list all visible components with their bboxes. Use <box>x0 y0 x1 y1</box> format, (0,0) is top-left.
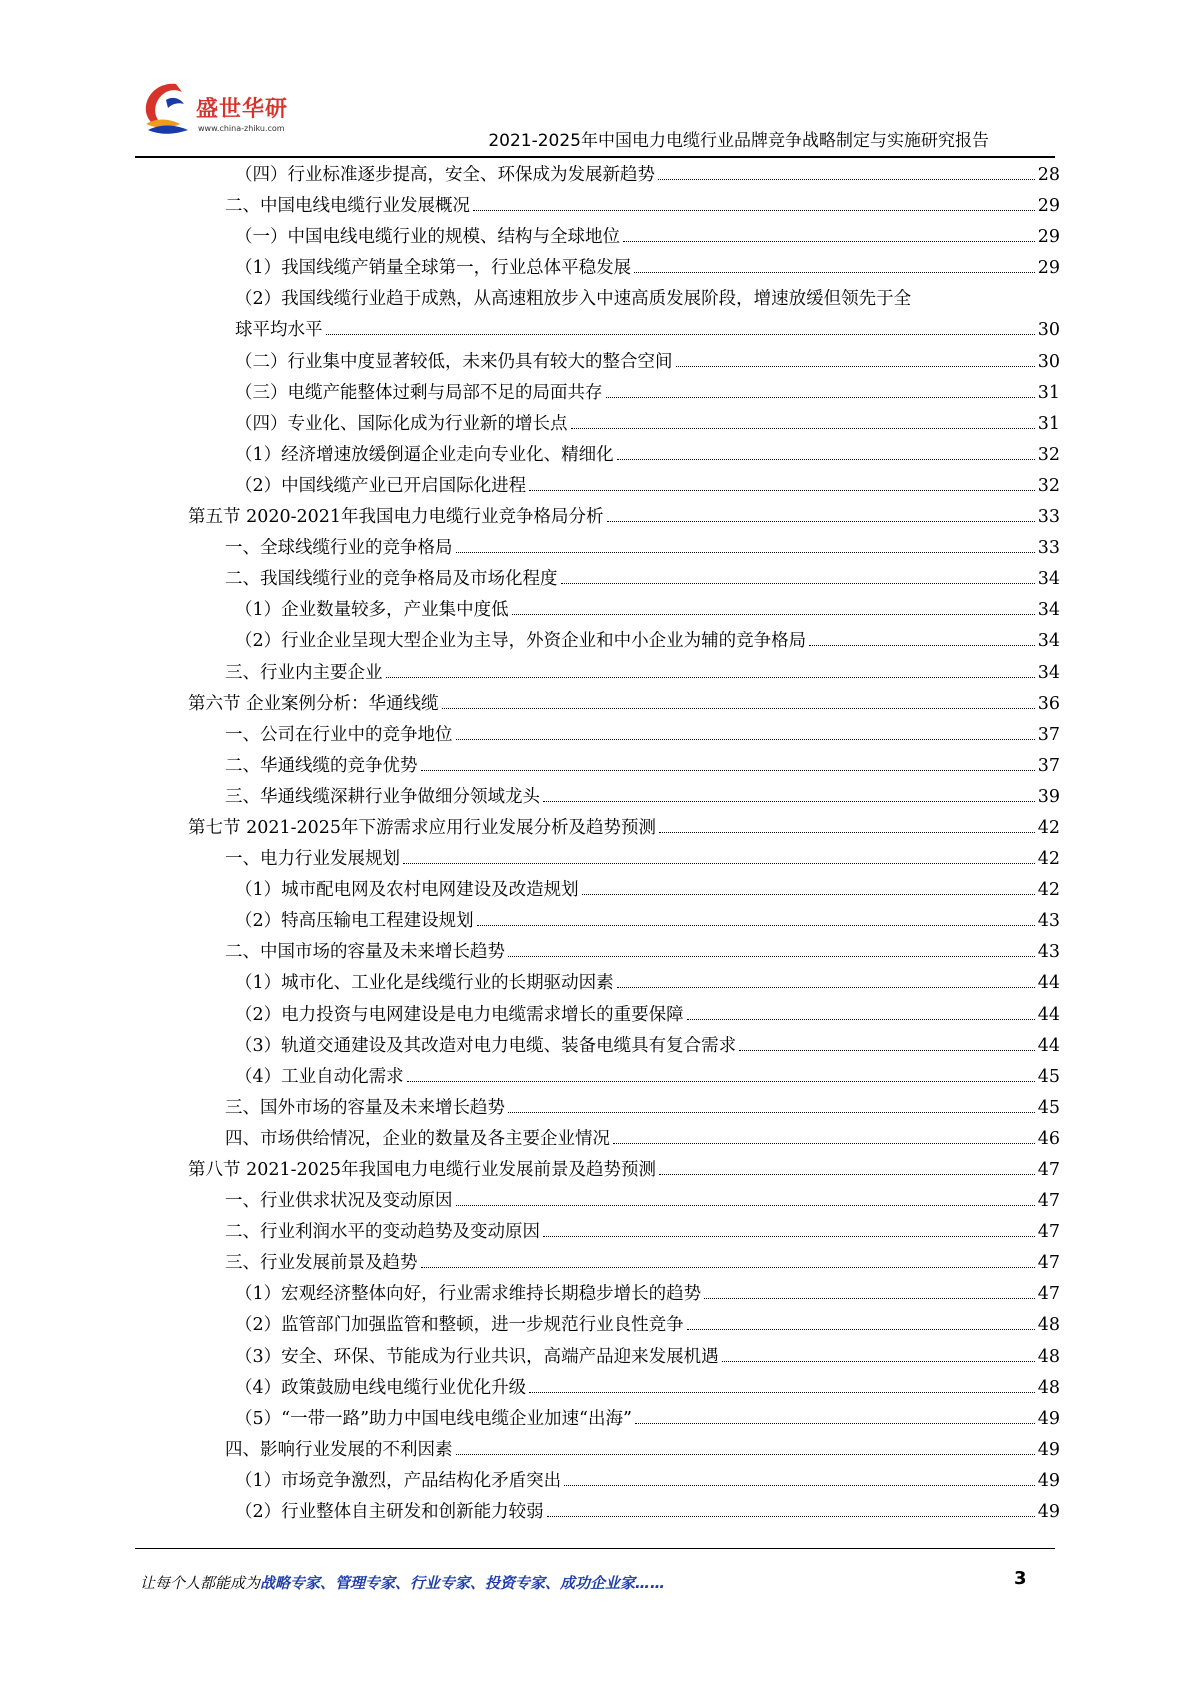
toc-page-number: 45 <box>1037 1066 1060 1087</box>
toc-page-number: 31 <box>1037 382 1060 403</box>
toc-entry-label: （2）行业整体自主研发和创新能力较弱 <box>235 1502 544 1523</box>
toc-page-number: 47 <box>1037 1191 1060 1212</box>
toc-entry-label: 一、公司在行业中的竞争地位 <box>225 724 453 745</box>
toc-page-number: 42 <box>1037 817 1060 838</box>
toc-entry-label: （1）经济增速放缓倒逼企业走向专业化、精细化 <box>235 444 614 465</box>
toc-entry-label-continuation: 球平均水平 <box>235 320 323 341</box>
toc-page-number: 44 <box>1037 1004 1060 1025</box>
toc-page-number: 34 <box>1037 631 1060 652</box>
toc-entry[interactable] <box>180 751 1060 782</box>
toc-entry-label: 四、市场供给情况，企业的数量及各主要企业情况 <box>225 1128 610 1149</box>
toc-dot-leader <box>456 1205 1035 1206</box>
toc-page-number: 48 <box>1037 1377 1060 1398</box>
toc-entry-label: （1）市场竞争激烈，产品结构化矛盾突出 <box>235 1470 562 1491</box>
toc-dot-leader <box>617 459 1035 460</box>
toc-entry[interactable] <box>180 533 1060 564</box>
toc-entry[interactable] <box>180 689 1060 720</box>
toc-page-number: 44 <box>1037 1035 1060 1056</box>
toc-entry-label: 一、行业供求状况及变动原因 <box>225 1191 453 1212</box>
toc-dot-leader <box>543 1236 1035 1237</box>
footer-slogan <box>140 1572 665 1593</box>
toc-page-number: 44 <box>1037 973 1060 994</box>
toc-page-number: 43 <box>1037 942 1060 963</box>
toc-entry[interactable] <box>180 1217 1060 1248</box>
header-divider <box>135 156 1055 158</box>
toc-entry-label: 第六节 企业案例分析：华通线缆 <box>188 693 439 714</box>
toc-entry[interactable] <box>180 1031 1060 1062</box>
toc-entry-label: （2）我国线缆行业趋于成熟，从高速粗放步入中速高质发展阶段，增速放缓但领先于全 <box>235 289 912 310</box>
toc-dot-leader <box>473 210 1035 211</box>
toc-entry[interactable] <box>180 595 1060 626</box>
toc-entry-label: 第八节 2021-2025年我国电力电缆行业发展前景及趋势预测 <box>188 1160 657 1180</box>
toc-entry-label: （3）安全、环保、节能成为行业共识，高端产品迎来发展机遇 <box>235 1346 719 1367</box>
toc-dot-leader <box>607 521 1035 522</box>
toc-entry-label: 二、中国市场的容量及未来增长趋势 <box>225 942 505 963</box>
footer-divider <box>135 1548 1055 1549</box>
toc-dot-leader <box>659 832 1035 833</box>
toc-entry-label: 二、华通线缆的竞争优势 <box>225 755 418 776</box>
toc-page-number: 47 <box>1037 1253 1060 1274</box>
toc-entry-label: 四、影响行业发展的不利因素 <box>225 1439 453 1460</box>
toc-dot-leader <box>613 1143 1035 1144</box>
page-header <box>0 0 1191 160</box>
toc-entry-label: （5）“一带一路”助力中国电线电缆企业加速“出海” <box>235 1408 632 1429</box>
toc-page-number: 47 <box>1037 1284 1060 1305</box>
toc-page-number: 28 <box>1037 165 1060 185</box>
toc-entry-label: 第五节 2020-2021年我国电力电缆行业竞争格局分析 <box>188 507 604 528</box>
toc-page-number: 34 <box>1037 569 1060 590</box>
toc-dot-leader <box>386 677 1035 678</box>
toc-entry-label: （三）电缆产能整体过剩与局部不足的局面共存 <box>235 382 603 403</box>
toc-entry-label: （2）中国线缆产业已开启国际化进程 <box>235 475 527 496</box>
toc-page-number: 31 <box>1037 413 1060 434</box>
toc-dot-leader <box>582 894 1035 895</box>
toc-page-number: 34 <box>1037 662 1060 683</box>
toc-entry-label: （四）专业化、国际化成为行业新的增长点 <box>235 413 568 434</box>
toc-entry-label: 第七节 2021-2025年下游需求应用行业发展分析及趋势预测 <box>188 817 657 838</box>
toc-entry-label: （一）中国电线电缆行业的规模、结构与全球地位 <box>235 227 620 248</box>
toc-entry[interactable] <box>180 1466 1060 1497</box>
toc-entry-label: （2）特高压输电工程建设规划 <box>235 911 474 932</box>
toc-page-number: 34 <box>1037 600 1060 621</box>
toc-entry[interactable] <box>180 160 1060 191</box>
toc-entry[interactable] <box>180 626 1060 657</box>
toc-page-number: 49 <box>1037 1439 1060 1460</box>
toc-dot-leader <box>722 1361 1035 1362</box>
toc-page-number: 29 <box>1037 227 1060 248</box>
toc-entry[interactable] <box>180 1497 1060 1528</box>
toc-dot-leader <box>606 397 1035 398</box>
toc-dot-leader <box>809 645 1035 646</box>
toc-page-number: 37 <box>1037 755 1060 776</box>
toc-entry-label: （4）工业自动化需求 <box>235 1066 404 1087</box>
toc-entry-label: 二、中国电线电缆行业发展概况 <box>225 196 470 217</box>
toc-page-number: 30 <box>1037 320 1060 341</box>
toc-page-number: 46 <box>1037 1128 1060 1149</box>
toc-entry-label: （1）城市配电网及农村电网建设及改造规划 <box>235 880 579 901</box>
toc-page-number: 32 <box>1037 475 1060 496</box>
toc-page-number: 29 <box>1037 196 1060 217</box>
toc-entry-label: （四）行业标准逐步提高，安全、环保成为发展新趋势 <box>235 165 655 185</box>
logo-swoosh-icon <box>138 78 198 138</box>
toc-entry-label: （1）我国线缆产销量全球第一，行业总体平稳发展 <box>235 258 632 279</box>
toc-page-number: 48 <box>1037 1346 1060 1367</box>
slogan-prefix: 让每个人都能成为 <box>140 1574 261 1592</box>
toc-entry-label: 三、华通线缆深耕行业争做细分领域龙头 <box>225 786 540 807</box>
toc-entry[interactable] <box>180 1435 1060 1466</box>
toc-entry[interactable] <box>180 782 1060 813</box>
toc-dot-leader <box>456 552 1035 553</box>
toc-dot-leader <box>326 334 1035 335</box>
toc-dot-leader <box>508 1112 1035 1113</box>
toc-dot-leader <box>658 179 1035 180</box>
toc-dot-leader <box>687 1329 1035 1330</box>
toc-dot-leader <box>529 490 1035 491</box>
toc-page-number: 48 <box>1037 1315 1060 1336</box>
brand-logo <box>138 78 308 148</box>
toc-dot-leader <box>456 739 1035 740</box>
toc-entry[interactable] <box>180 1186 1060 1217</box>
toc-dot-leader <box>442 708 1035 709</box>
logo-name: 盛世华研 <box>196 97 289 122</box>
logo-url: www.china-zhiku.com <box>198 124 285 133</box>
toc-dot-leader <box>403 863 1035 864</box>
toc-entry[interactable] <box>180 1310 1060 1341</box>
table-of-contents <box>180 160 1060 1528</box>
toc-dot-leader <box>407 1081 1035 1082</box>
toc-entry-label: 二、我国线缆行业的竞争格局及市场化程度 <box>225 569 558 590</box>
toc-page-number: 32 <box>1037 444 1060 465</box>
toc-entry[interactable] <box>180 1342 1060 1373</box>
toc-page-number: 47 <box>1037 1160 1060 1180</box>
toc-entry[interactable] <box>180 813 1060 844</box>
toc-dot-leader <box>704 1298 1035 1299</box>
toc-entry[interactable] <box>180 906 1060 937</box>
toc-page-number: 36 <box>1037 693 1060 714</box>
toc-entry[interactable] <box>180 409 1060 440</box>
toc-entry[interactable] <box>180 937 1060 968</box>
toc-entry-label: 二、行业利润水平的变动趋势及变动原因 <box>225 1222 540 1243</box>
toc-entry[interactable] <box>180 1248 1060 1279</box>
toc-page-number: 42 <box>1037 880 1060 901</box>
toc-entry[interactable] <box>180 222 1060 253</box>
toc-entry-label: 三、行业发展前景及趋势 <box>225 1253 418 1274</box>
toc-entry[interactable] <box>180 1124 1060 1155</box>
toc-entry[interactable] <box>180 844 1060 875</box>
slogan-highlight: 战略专家、管理专家、行业专家、投资专家、成功企业家…… <box>260 1574 666 1592</box>
toc-entry[interactable] <box>180 1155 1060 1186</box>
toc-dot-leader <box>456 1454 1035 1455</box>
toc-dot-leader <box>659 1174 1035 1175</box>
toc-dot-leader <box>512 614 1035 615</box>
toc-entry-label: 一、电力行业发展规划 <box>225 849 400 870</box>
page-number: 3 <box>1014 1568 1027 1589</box>
toc-entry[interactable] <box>180 720 1060 751</box>
toc-entry[interactable] <box>180 284 1060 346</box>
toc-dot-leader <box>564 1485 1035 1486</box>
toc-entry[interactable] <box>180 968 1060 999</box>
toc-dot-leader <box>634 272 1035 273</box>
toc-entry[interactable] <box>180 1373 1060 1404</box>
toc-page-number: 49 <box>1037 1502 1060 1523</box>
toc-page-number: 33 <box>1037 538 1060 559</box>
toc-entry[interactable] <box>180 502 1060 533</box>
toc-entry[interactable] <box>180 658 1060 689</box>
toc-page-number: 47 <box>1037 1222 1060 1243</box>
toc-page-number: 43 <box>1037 911 1060 932</box>
toc-entry-label: 一、全球线缆行业的竞争格局 <box>225 538 453 559</box>
toc-dot-leader <box>421 770 1035 771</box>
toc-page-number: 39 <box>1037 786 1060 807</box>
toc-page-number: 49 <box>1037 1470 1060 1491</box>
toc-dot-leader <box>676 366 1035 367</box>
toc-page-number: 42 <box>1037 849 1060 870</box>
toc-entry-label: （1）宏观经济整体向好，行业需求维持长期稳步增长的趋势 <box>235 1284 702 1305</box>
toc-entry[interactable] <box>180 378 1060 409</box>
toc-entry[interactable] <box>180 1404 1060 1435</box>
toc-entry-label: （2）行业企业呈现大型企业为主导，外资企业和中小企业为辅的竞争格局 <box>235 631 807 652</box>
toc-entry-label: 三、行业内主要企业 <box>225 662 383 683</box>
toc-dot-leader <box>739 1050 1035 1051</box>
toc-entry[interactable] <box>180 1093 1060 1124</box>
toc-page-number: 29 <box>1037 258 1060 279</box>
toc-entry-label: 三、国外市场的容量及未来增长趋势 <box>225 1097 505 1118</box>
toc-entry-label: （二）行业集中度显著较低，未来仍具有较大的整合空间 <box>235 351 673 372</box>
toc-dot-leader <box>561 583 1035 584</box>
toc-entry[interactable] <box>180 1000 1060 1031</box>
toc-dot-leader <box>623 241 1035 242</box>
toc-dot-leader <box>508 956 1035 957</box>
toc-dot-leader <box>529 1392 1035 1393</box>
toc-entry-label: （4）政策鼓励电线电缆行业优化升级 <box>235 1377 527 1398</box>
toc-entry[interactable] <box>180 1279 1060 1310</box>
report-title: 2021-2025年中国电力电缆行业品牌竞争战略制定与实施研究报告 <box>488 131 989 151</box>
toc-dot-leader <box>477 925 1035 926</box>
toc-entry[interactable] <box>180 471 1060 502</box>
toc-dot-leader <box>543 801 1035 802</box>
toc-page-number: 37 <box>1037 724 1060 745</box>
toc-entry-label: （2）电力投资与电网建设是电力电缆需求增长的重要保障 <box>235 1004 684 1025</box>
toc-page-number: 33 <box>1037 507 1060 528</box>
toc-entry-label: （1）企业数量较多，产业集中度低 <box>235 600 509 621</box>
toc-entry-label: （3）轨道交通建设及其改造对电力电缆、装备电缆具有复合需求 <box>235 1035 737 1056</box>
toc-dot-leader <box>571 428 1035 429</box>
toc-entry[interactable] <box>180 1062 1060 1093</box>
toc-entry[interactable] <box>180 564 1060 595</box>
toc-entry[interactable] <box>180 347 1060 378</box>
toc-entry[interactable] <box>180 875 1060 906</box>
toc-entry[interactable] <box>180 253 1060 284</box>
toc-dot-leader <box>547 1516 1035 1517</box>
toc-page-number: 30 <box>1037 351 1060 372</box>
toc-dot-leader <box>421 1267 1035 1268</box>
toc-dot-leader <box>687 1019 1035 1020</box>
toc-page-number: 45 <box>1037 1097 1060 1118</box>
toc-entry[interactable] <box>180 440 1060 471</box>
toc-entry[interactable] <box>180 191 1060 222</box>
toc-dot-leader <box>617 987 1035 988</box>
toc-dot-leader <box>635 1423 1035 1424</box>
toc-entry-label: （2）监管部门加强监管和整顿，进一步规范行业良性竞争 <box>235 1315 684 1336</box>
toc-page-number: 49 <box>1037 1408 1060 1429</box>
toc-entry-label: （1）城市化、工业化是线缆行业的长期驱动因素 <box>235 973 614 994</box>
